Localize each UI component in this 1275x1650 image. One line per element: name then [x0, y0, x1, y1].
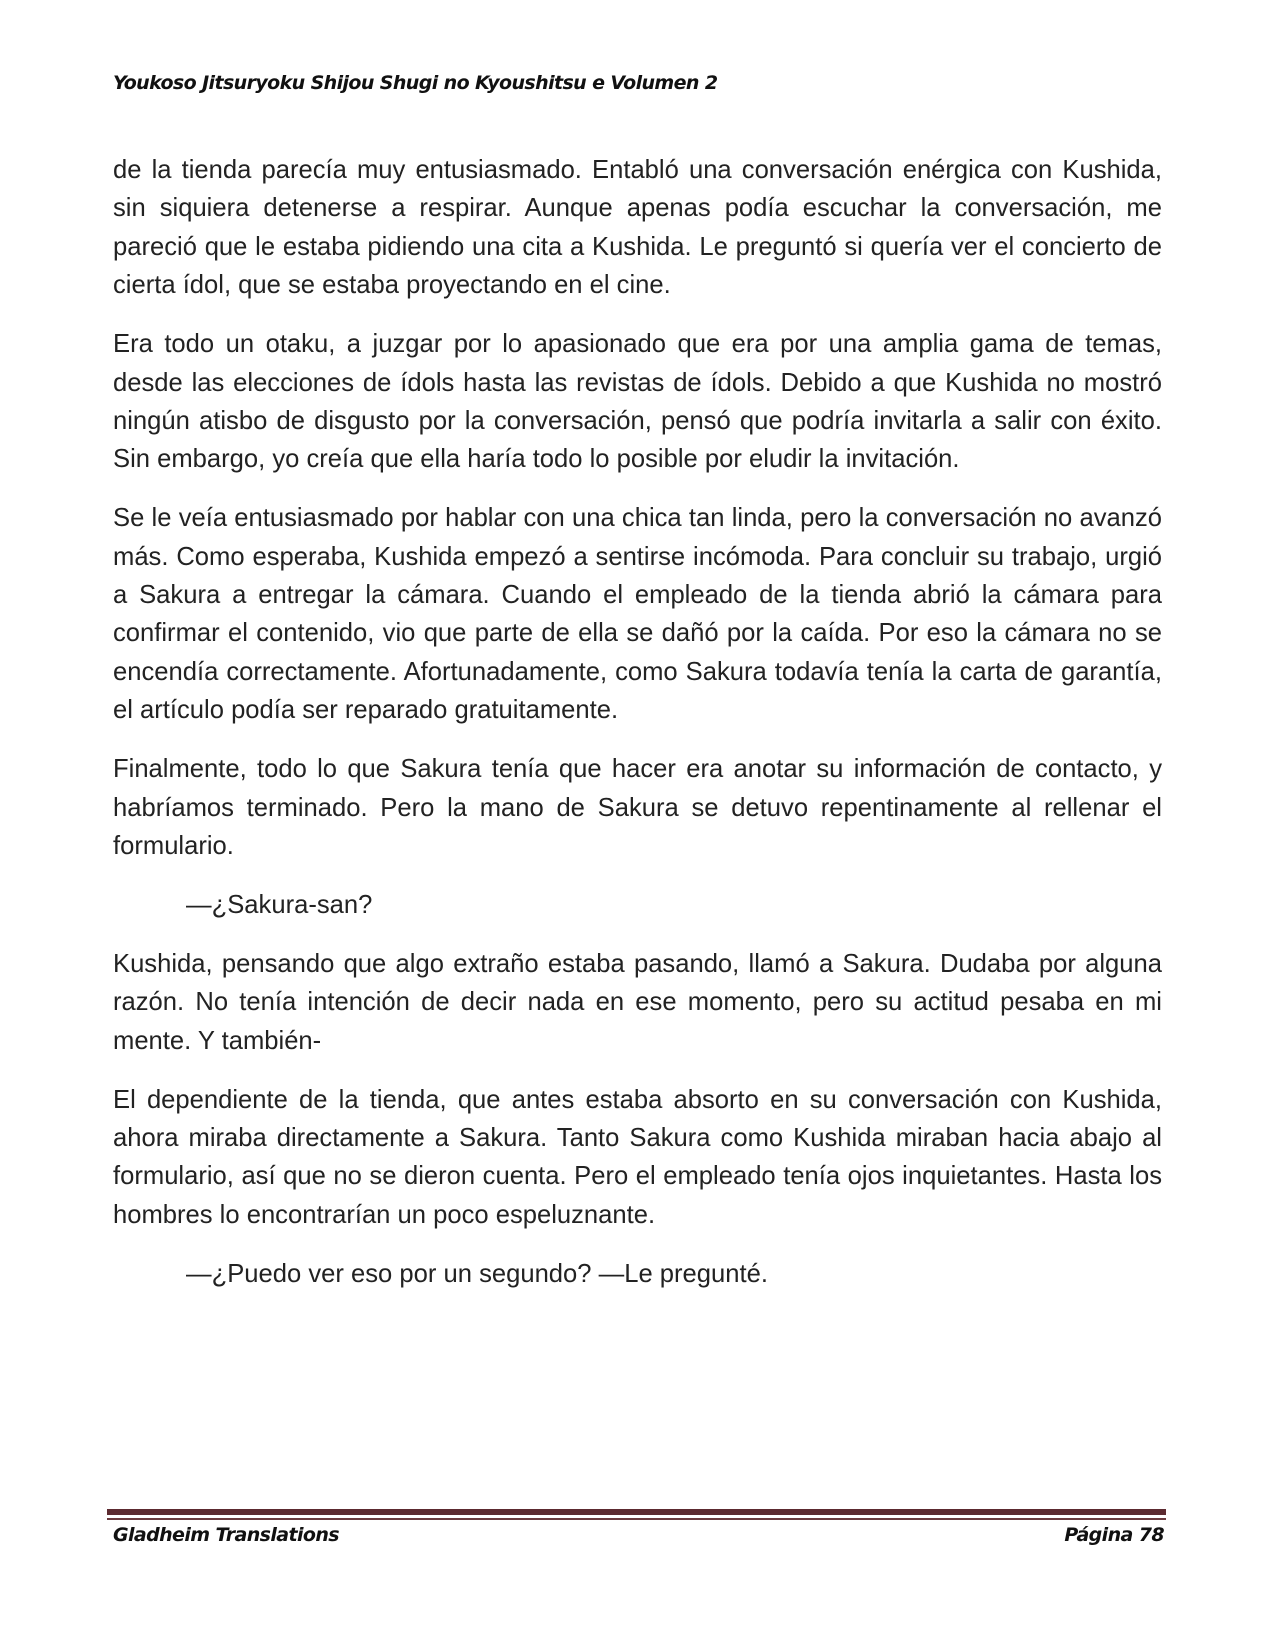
dialogue-line: —¿Puedo ver eso por un segundo? —Le pregunté.	[186, 1259, 768, 1288]
footer-rule-thick	[107, 1509, 1166, 1515]
body-text	[113, 151, 1162, 1314]
paragraph: El dependiente de la tienda, que antes estaba absorto en su conversación con Kushida, ahora miraba directamente a Sakura. Tanto Sakura como Kushida miraban hacia abajo al formulario, así que no se dieron cuenta. Pero el empleado tenía ojos inquietantes. Hasta los hombres lo encontrarían un poco espeluznante.	[113, 1085, 1162, 1229]
footer-page-number: Página 78	[1064, 1524, 1164, 1546]
paragraph: Finalmente, todo lo que Sakura tenía que hacer era anotar su información de contacto, y habríamos terminado. Pero la mano de Sakura se detuvo repentinamente al rellenar el formulario.	[113, 755, 1162, 860]
paragraph: Era todo un otaku, a juzgar por lo apasionado que era por una amplia gama de temas, desde las elecciones de ídols hasta las revistas de ídols. Debido a que Kushida no mostró ningún atisbo de disgusto por la conversación, pensó que podría invitarla a salir con éxito. Sin embargo, yo creía que ella haría todo lo posible por eludir la invitación.	[113, 330, 1162, 474]
running-header-title: Youkoso Jitsuryoku Shijou Shugi no Kyoushitsu e Volumen 2	[113, 72, 718, 94]
dialogue-line: —¿Sakura-san?	[186, 890, 373, 919]
paragraph: Kushida, pensando que algo extraño estaba pasando, llamó a Sakura. Dudaba por alguna razón. No tenía intención de decir nada en ese momento, pero su actitud pesaba en mi mente. Y también-	[113, 949, 1162, 1055]
paragraph: de la tienda parecía muy entusiasmado. Entabló una conversación enérgica con Kushida, sin siquiera detenerse a respirar. Aunque apenas podía escuchar la conversación, me pareció que le estaba pidiendo una cita a Kushida. Le preguntó si quería ver el concierto de cierta ídol, que se estaba proyectando en el cine.	[113, 156, 1162, 300]
footer-rule-thin	[107, 1518, 1166, 1520]
footer-translator-credit: Gladheim Translations	[113, 1524, 339, 1546]
paragraph: Se le veía entusiasmado por hablar con una chica tan linda, pero la conversación no avanzó más. Como esperaba, Kushida empezó a sentirse incómoda. Para concluir su trabajo, urgió a Sakura a entregar la cámara. Cuando el empleado de la tienda abrió la cámara para confirmar el contenido, vio que parte de ella se dañó por la caída. Por eso la cámara no se encendía correctamente. Afortunadamente, como Sakura todavía tenía la carta de garantía, el artículo podía ser reparado gratuitamente.	[113, 504, 1162, 725]
